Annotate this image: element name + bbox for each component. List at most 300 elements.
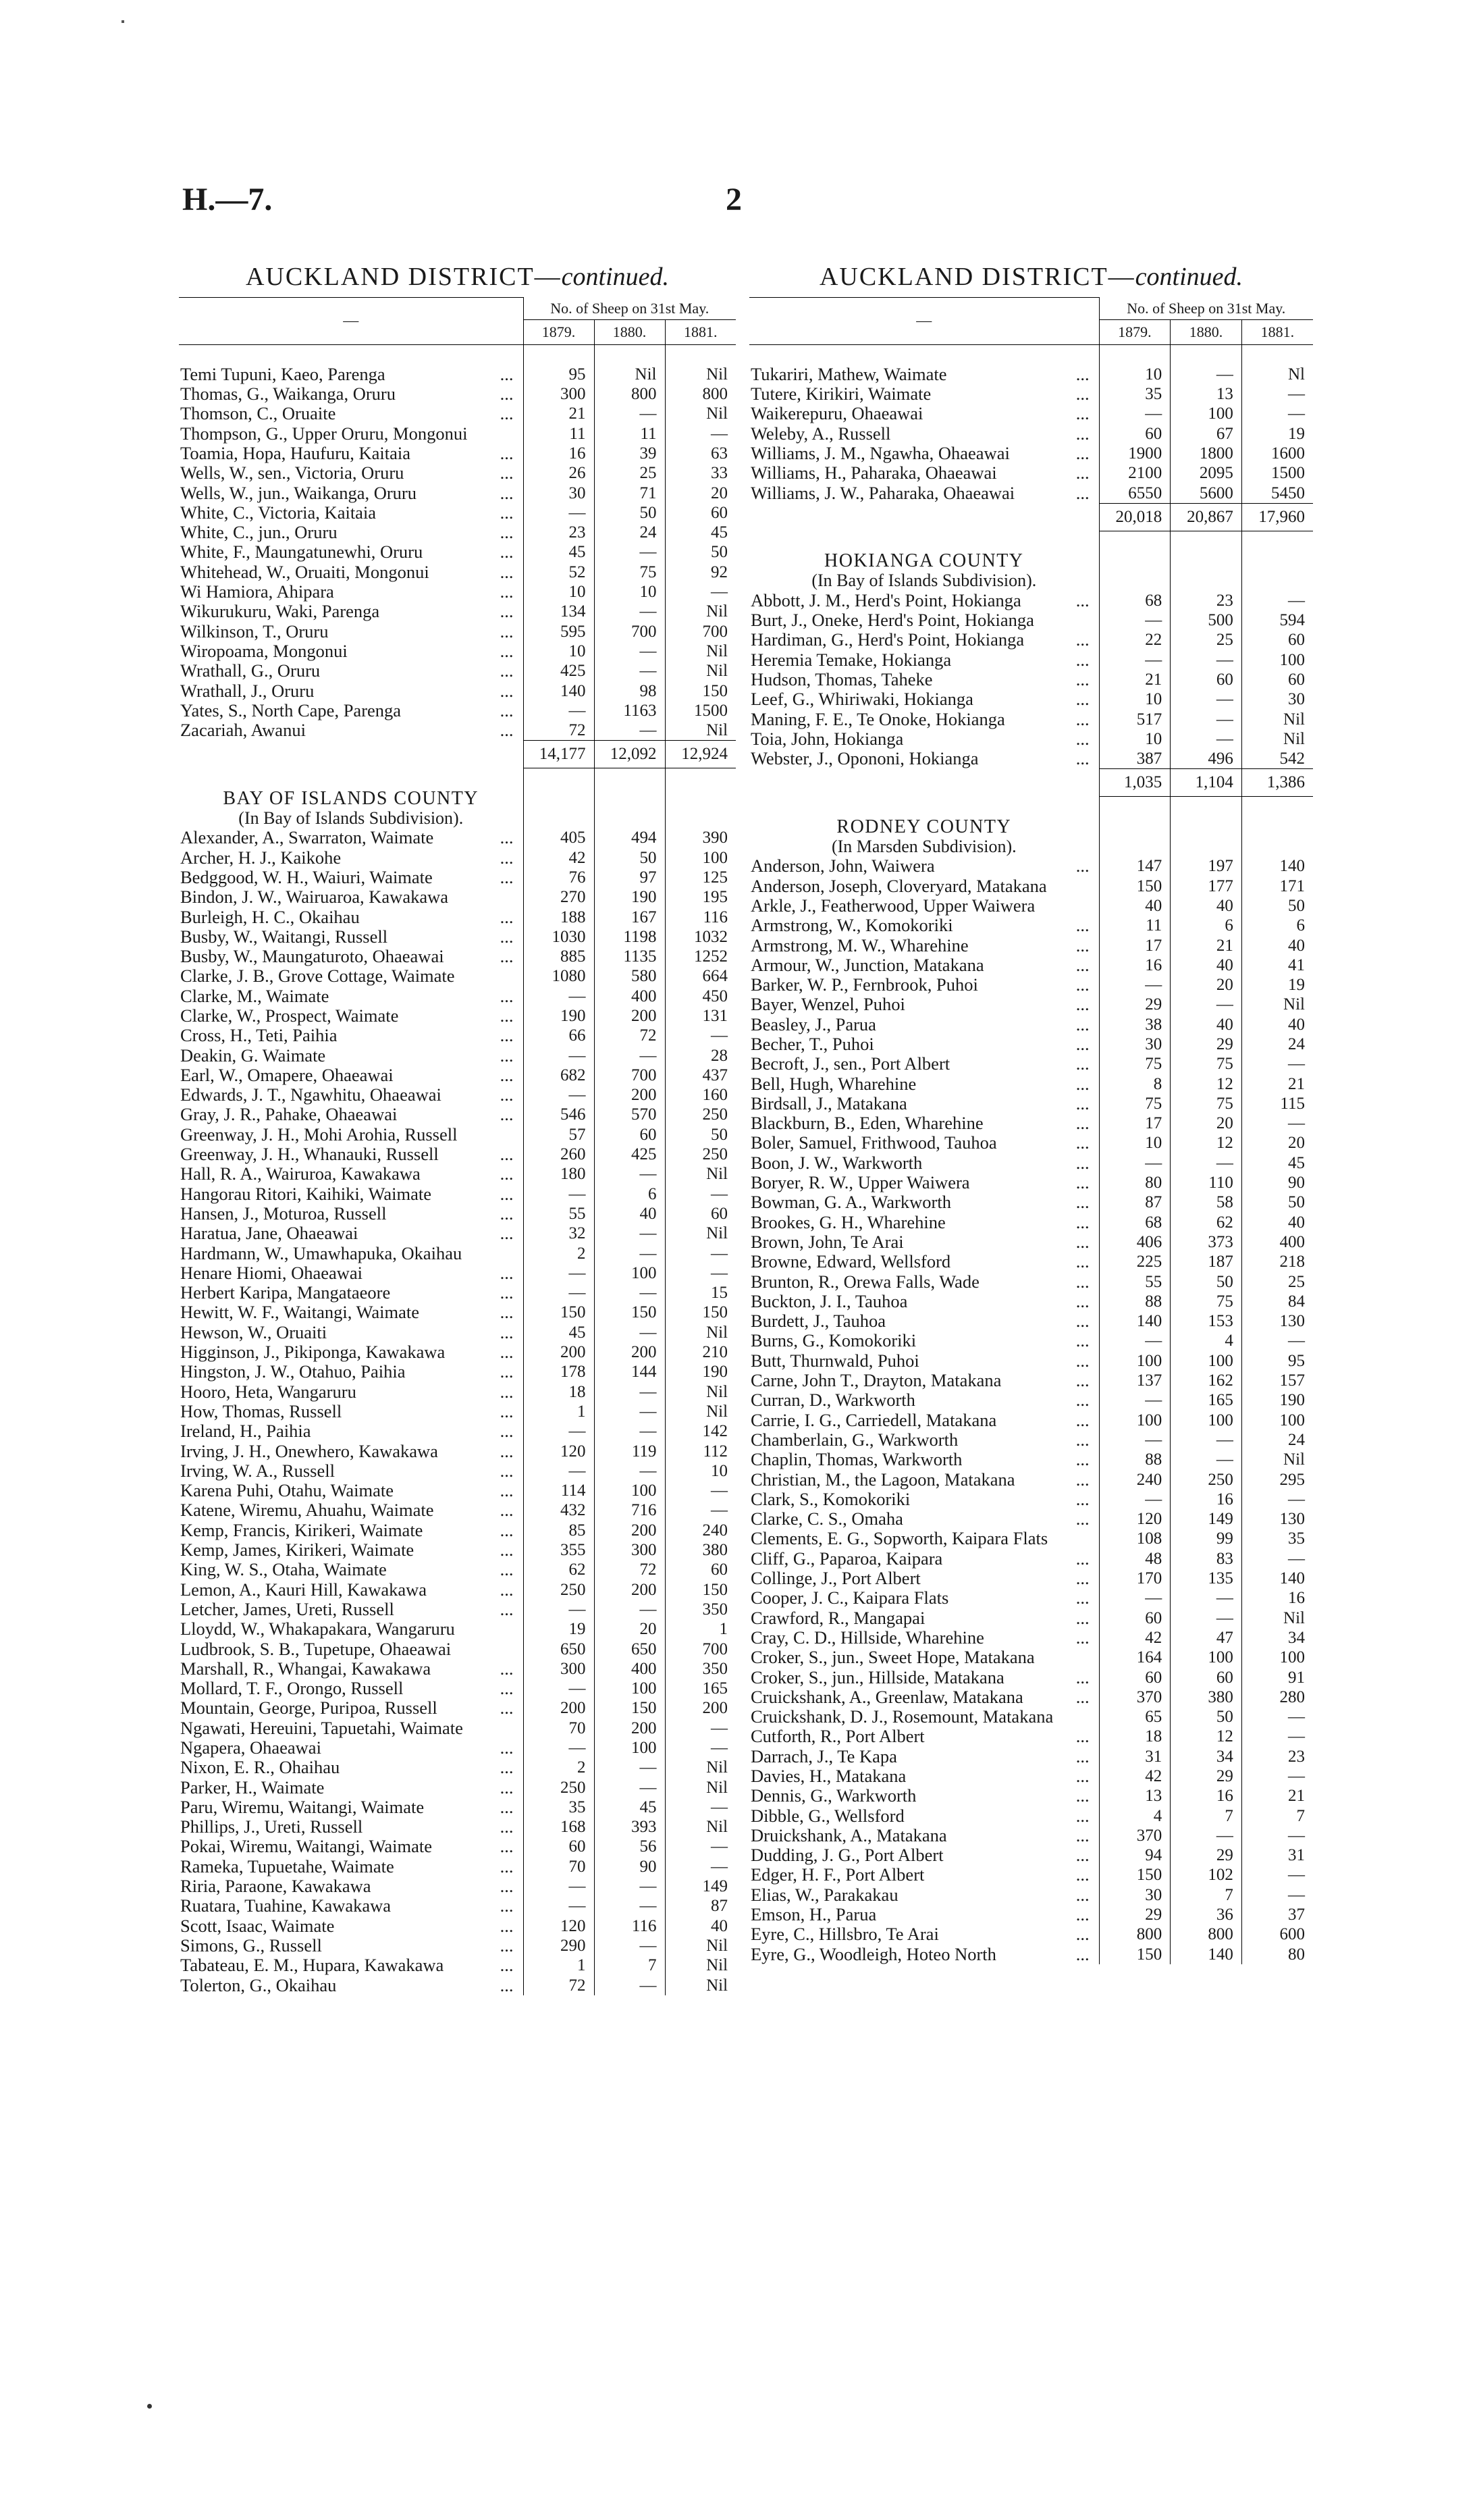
sheep-count-cell: 406: [1099, 1232, 1171, 1252]
sheep-count-cell: 10: [1099, 729, 1171, 749]
table-row: [749, 463, 1313, 483]
sheep-count-cell: —: [1241, 1885, 1313, 1905]
table-row: [179, 1619, 736, 1639]
owner-name: Maning, F. E., Te Onoke, Hokianga: [751, 709, 1005, 729]
sheep-count-cell: —: [594, 602, 665, 621]
owner-name-cell: [749, 444, 1099, 463]
sheep-count-cell: 800: [594, 384, 665, 404]
sheep-count-cell: —: [594, 1421, 665, 1441]
sheep-count-cell: —: [1171, 710, 1242, 729]
owner-name: Brookes, G. H., Wharehine: [751, 1212, 946, 1232]
leader-dots: ...: [1075, 384, 1090, 404]
leader-dots: ...: [1075, 856, 1090, 876]
owner-name: Temi Tupuni, Kaeo, Parenga: [180, 364, 385, 384]
owner-name-cell: [749, 689, 1099, 709]
owner-name-cell: [749, 1113, 1099, 1133]
owner-name-cell: [179, 1955, 523, 1975]
sheep-count-cell: 1900: [1099, 444, 1171, 463]
leader-dots: ...: [1075, 1885, 1090, 1905]
leader-dots: ...: [500, 1500, 514, 1521]
spacer-row: [749, 344, 1313, 365]
leader-dots: ...: [500, 847, 514, 868]
sheep-count-cell: 700: [594, 622, 665, 641]
sheep-count-cell: 600: [1241, 1924, 1313, 1944]
total-cell: 20,867: [1171, 503, 1242, 531]
sheep-count-cell: 300: [594, 1540, 665, 1560]
leader-dots: ...: [1075, 364, 1090, 384]
table-row: [179, 1639, 736, 1659]
county-heading-row: [749, 817, 1313, 837]
owner-name: Edwards, J. T., Ngawhitu, Ohaeawai: [180, 1085, 441, 1105]
table-row: [749, 1905, 1313, 1924]
table-row: [179, 582, 736, 602]
sheep-count-cell: 55: [1099, 1272, 1171, 1292]
owner-name: Alexander, A., Swarraton, Waimate: [180, 828, 434, 848]
owner-name: Cooper, J. C., Kaipara Flats: [751, 1588, 949, 1608]
owner-name-cell: [749, 1569, 1099, 1588]
table-row: [179, 1778, 736, 1797]
sheep-count-cell: 100: [594, 1738, 665, 1758]
owner-name: Williams, J. W., Paharaka, Ohaeawai: [751, 483, 1015, 503]
sheep-count-cell: 80: [1099, 1173, 1171, 1192]
sheep-count-cell: 178: [523, 1362, 594, 1382]
sheep-count-cell: 100: [1099, 1411, 1171, 1430]
sheep-count-cell: 150: [1099, 1865, 1171, 1885]
empty-cell: [1099, 344, 1171, 365]
sheep-count-cell: 355: [523, 1540, 594, 1560]
leader-dots: ...: [500, 1777, 514, 1797]
owner-name-cell: [179, 1521, 523, 1540]
sheep-count-cell: 580: [594, 966, 665, 986]
sheep-count-cell: 7: [1171, 1806, 1242, 1826]
total-cell: 12,092: [594, 741, 665, 768]
sheep-count-cell: —: [594, 1224, 665, 1243]
owner-name: Archer, H. J., Kaikohe: [180, 847, 342, 868]
owner-name-cell: [179, 1184, 523, 1204]
owner-name: Edger, H. F., Port Albert: [751, 1865, 925, 1885]
sheep-count-cell: 200: [594, 1342, 665, 1362]
owner-name: Tolerton, G., Okaihau: [180, 1975, 337, 1995]
owner-name: Davies, H., Matakana: [751, 1766, 907, 1786]
leader-dots: ...: [1075, 1192, 1090, 1213]
owner-name: Clark, S., Komokoriki: [751, 1489, 911, 1509]
owner-name: Heremia Temake, Hokianga: [751, 650, 952, 670]
sheep-count-cell: —: [665, 424, 736, 444]
owner-name: Herbert Karipa, Mangataeore: [180, 1283, 391, 1303]
sheep-count-cell: Nil: [665, 720, 736, 741]
sheep-count-cell: 68: [1099, 1213, 1171, 1232]
table-row: [749, 955, 1313, 975]
owner-name-cell: [179, 1442, 523, 1461]
sheep-count-cell: —: [1171, 1608, 1242, 1628]
owner-name: Parker, H., Waimate: [180, 1777, 325, 1797]
sheep-count-cell: 437: [665, 1066, 736, 1085]
sheep-count-cell: 62: [523, 1560, 594, 1579]
table-row: [179, 661, 736, 681]
table-row: [749, 404, 1313, 423]
table-row: [749, 689, 1313, 709]
sheep-count-cell: 34: [1241, 1628, 1313, 1648]
owner-name: Blackburn, B., Eden, Wharehine: [751, 1113, 984, 1134]
owner-name: Pokai, Wiremu, Waitangi, Waimate: [180, 1837, 432, 1857]
table-row: [749, 424, 1313, 444]
sheep-count-cell: —: [1241, 1054, 1313, 1074]
owner-name: Letcher, James, Ureti, Russell: [180, 1599, 394, 1619]
sheep-count-cell: 23: [1171, 591, 1242, 610]
sheep-count-cell: 100: [594, 1679, 665, 1698]
table-row: [179, 701, 736, 720]
leader-dots: ...: [1075, 749, 1090, 769]
empty-cell: [1099, 571, 1171, 590]
empty-cell: [1241, 551, 1313, 571]
sheep-count-cell: 11: [523, 424, 594, 444]
sheep-count-cell: 100: [594, 1263, 665, 1283]
sheep-count-cell: 149: [1171, 1509, 1242, 1529]
sheep-count-cell: —: [1241, 384, 1313, 404]
table-row: [749, 444, 1313, 463]
sheep-count-cell: 150: [665, 681, 736, 701]
sheep-count-cell: —: [523, 1263, 594, 1283]
sheep-count-cell: 149: [665, 1876, 736, 1896]
sheep-count-cell: —: [1099, 1390, 1171, 1410]
sheep-count-cell: 168: [523, 1817, 594, 1837]
owner-name-cell: [179, 1006, 523, 1026]
owner-name: Thompson, G., Upper Oruru, Mongonui: [180, 423, 468, 444]
table-row: [179, 966, 736, 986]
sheep-count-cell: 87: [665, 1896, 736, 1916]
sheep-count-cell: 370: [1099, 1826, 1171, 1845]
sheep-count-cell: 63: [665, 444, 736, 463]
leader-dots: ...: [500, 1797, 514, 1817]
owner-name: Hardmann, W., Umawhapuka, Okaihau: [180, 1243, 462, 1263]
owner-name-cell: [179, 463, 523, 483]
total-label-cell: [749, 503, 1099, 531]
sheep-count-cell: —: [594, 1244, 665, 1263]
owner-name: Becher, T., Puhoi: [751, 1034, 874, 1054]
sheep-count-cell: 108: [1099, 1529, 1171, 1548]
owner-name: Gray, J. R., Pahake, Ohaeawai: [180, 1105, 398, 1125]
sheep-count-cell: —: [523, 1896, 594, 1916]
owner-name: Clarke, W., Prospect, Waimate: [180, 1006, 399, 1026]
sheep-count-cell: —: [1241, 404, 1313, 423]
sheep-count-cell: 50: [594, 503, 665, 523]
owner-name-cell: [179, 562, 523, 582]
sheep-count-cell: —: [594, 1046, 665, 1066]
empty-cell: [1171, 837, 1242, 856]
sheep-count-cell: 700: [665, 622, 736, 641]
owner-name: Croker, S., jun., Sweet Hope, Matakana: [751, 1648, 1035, 1668]
table-row: [179, 1362, 736, 1382]
owner-name-cell: [179, 1145, 523, 1164]
owner-name: Collinge, J., Port Albert: [751, 1569, 921, 1589]
leader-dots: ...: [500, 582, 514, 602]
leader-dots: ...: [500, 1401, 514, 1421]
sheep-count-cell: —: [665, 1857, 736, 1876]
sheep-count-cell: 23: [523, 523, 594, 542]
leader-dots: ...: [1075, 1766, 1090, 1786]
owner-name-cell: [749, 1371, 1099, 1390]
empty-cell: [1171, 571, 1242, 590]
sheep-count-cell: 29: [1171, 1766, 1242, 1786]
table-row: [179, 1184, 736, 1204]
table-row: [179, 1085, 736, 1105]
owner-name: Armstrong, W., Komokoriki: [751, 916, 953, 936]
sheep-count-cell: —: [1099, 975, 1171, 995]
table-row: [179, 1303, 736, 1322]
sheep-count-cell: 95: [523, 365, 594, 384]
sheep-count-cell: —: [594, 1758, 665, 1777]
owner-name: Henare Hiomi, Ohaeawai: [180, 1263, 363, 1283]
sheep-count-cell: —: [594, 1402, 665, 1421]
leader-dots: ...: [500, 1006, 514, 1026]
table-row: [749, 1945, 1313, 1964]
owner-name: Boler, Samuel, Frithwood, Tauhoa: [751, 1133, 997, 1153]
table-row: [749, 1213, 1313, 1232]
sheep-count-cell: —: [1099, 404, 1171, 423]
table-row: [179, 1817, 736, 1837]
sheep-count-cell: 60: [1171, 670, 1242, 689]
sheep-count-cell: —: [594, 404, 665, 423]
leader-dots: ...: [1075, 1054, 1090, 1074]
owner-name: Wikurukuru, Waki, Parenga: [180, 602, 380, 622]
sheep-count-cell: 45: [523, 542, 594, 562]
owner-name: Hewson, W., Oruaiti: [180, 1322, 327, 1342]
leader-dots: ...: [500, 1382, 514, 1402]
page-number: 2: [726, 182, 742, 217]
empty-cell: [749, 531, 1099, 551]
owner-name-cell: [179, 1679, 523, 1698]
table-row: [749, 1628, 1313, 1648]
table-row: [179, 542, 736, 562]
sheep-count-cell: —: [1099, 1588, 1171, 1608]
sheep-count-cell: 140: [1099, 1311, 1171, 1331]
sheep-count-cell: 12: [1171, 1727, 1242, 1746]
sheep-count-cell: 240: [665, 1521, 736, 1540]
sheep-count-cell: 17: [1099, 1113, 1171, 1133]
sheep-count-cell: 112: [665, 1442, 736, 1461]
owner-name-cell: [179, 1540, 523, 1560]
sheep-count-cell: Nil: [665, 1936, 736, 1955]
leader-dots: ...: [1075, 1905, 1090, 1925]
table-row: [749, 936, 1313, 955]
owner-name: Marshall, R., Whangai, Kawakawa: [180, 1658, 431, 1679]
sheep-count-cell: Nil: [665, 602, 736, 621]
table-row: [179, 1224, 736, 1243]
owner-name-cell: [179, 1481, 523, 1500]
owner-name-cell: [749, 1252, 1099, 1271]
leader-dots: ...: [500, 1481, 514, 1501]
leader-dots: ...: [1075, 1746, 1090, 1766]
sheep-count-cell: 350: [665, 1600, 736, 1619]
sheep-count-cell: 150: [665, 1303, 736, 1322]
owner-name-cell: [179, 1916, 523, 1936]
sheep-count-cell: 380: [665, 1540, 736, 1560]
owner-name: Mollard, T. F., Orongo, Russell: [180, 1679, 404, 1699]
sheep-count-cell: 2: [523, 1758, 594, 1777]
sheep-count-cell: Nil: [665, 404, 736, 423]
owner-name-cell: [749, 995, 1099, 1014]
county-heading: HOKIANGA COUNTY: [824, 551, 1024, 571]
sheep-count-cell: 1500: [1241, 463, 1313, 483]
owner-name: Karena Puhi, Otahu, Waimate: [180, 1481, 394, 1501]
table-row: [749, 1766, 1313, 1786]
table-row: [749, 1924, 1313, 1944]
subdivision-row: [749, 571, 1313, 590]
sheep-count-cell: 92: [665, 562, 736, 582]
leader-dots: ...: [500, 828, 514, 848]
sheep-count-cell: Nil: [665, 1382, 736, 1402]
sheep-count-cell: —: [1241, 591, 1313, 610]
table-row: [179, 1164, 736, 1184]
sheep-count-cell: 10: [665, 1461, 736, 1481]
sheep-count-cell: 30: [523, 483, 594, 503]
name-header: —: [179, 298, 523, 345]
owner-name: Cruickshank, A., Greenlaw, Matakana: [751, 1687, 1023, 1707]
owner-name: Armstrong, M. W., Wharehine: [751, 935, 969, 955]
sheep-count-cell: 190: [523, 1006, 594, 1026]
owner-name: Tukariri, Mathew, Waimate: [751, 364, 947, 384]
sheep-count-cell: 75: [594, 562, 665, 582]
sheep-count-cell: 250: [523, 1580, 594, 1600]
owner-name: Hingston, J. W., Otahuo, Paihia: [180, 1362, 406, 1382]
owner-name-cell: [749, 1806, 1099, 1826]
sheep-count-cell: 130: [1241, 1509, 1313, 1529]
sheep-count-cell: 393: [594, 1817, 665, 1837]
sheep-count-cell: 20: [1171, 975, 1242, 995]
table-row: [749, 1430, 1313, 1450]
owner-name: Thomas, G., Waikanga, Oruru: [180, 384, 396, 404]
sheep-count-cell: Nil: [665, 1323, 736, 1342]
owner-name-cell: [179, 1323, 523, 1342]
sheep-count-cell: Nil: [665, 1164, 736, 1184]
sheep-count-cell: 100: [1171, 404, 1242, 423]
owner-name: Thomson, C., Oruaite: [180, 404, 336, 424]
sheep-count-cell: 13: [1171, 384, 1242, 404]
sheep-count-cell: 300: [523, 1659, 594, 1679]
sheep-count-cell: —: [1241, 1766, 1313, 1786]
table-row: [179, 444, 736, 463]
table-row: [749, 710, 1313, 729]
sheep-count-cell: 240: [1099, 1470, 1171, 1490]
owner-name-cell: [179, 868, 523, 887]
owner-name: Birdsall, J., Matakana: [751, 1093, 907, 1113]
owner-name: Ireland, H., Paihia: [180, 1421, 311, 1442]
leader-dots: ...: [500, 1520, 514, 1540]
sheep-count-cell: 29: [1099, 995, 1171, 1014]
owner-name-cell: [749, 1311, 1099, 1331]
owner-name-cell: [179, 1936, 523, 1955]
sheep-count-cell: 29: [1099, 1905, 1171, 1924]
table-row: [749, 995, 1313, 1014]
sheep-count-cell: 162: [1171, 1371, 1242, 1390]
owner-name: Druickshank, A., Matakana: [751, 1825, 947, 1845]
sheep-count-cell: —: [594, 661, 665, 681]
table-row: [749, 1311, 1313, 1331]
sheep-count-cell: 60: [1099, 1608, 1171, 1628]
owner-name: Lemon, A., Kauri Hill, Kawakawa: [180, 1579, 427, 1600]
owner-name-cell: [749, 1885, 1099, 1905]
sheep-count-cell: 400: [594, 1659, 665, 1679]
empty-cell: [1099, 531, 1171, 551]
sheep-count-cell: 125: [665, 868, 736, 887]
sheep-count-cell: 885: [523, 947, 594, 966]
owner-name: Wrathall, J., Oruru: [180, 681, 315, 701]
leader-dots: ...: [500, 1322, 514, 1342]
leader-dots: ...: [1075, 955, 1090, 975]
sheep-count-cell: 40: [1171, 1015, 1242, 1034]
sheep-count-cell: —: [1099, 1430, 1171, 1450]
table-row: [179, 1323, 736, 1342]
sheep-count-cell: 100: [1241, 650, 1313, 670]
year-header-1881: 1881.: [665, 319, 736, 344]
table-row: [749, 1569, 1313, 1588]
table-row: [179, 1125, 736, 1145]
sheep-count-cell: —: [1241, 1727, 1313, 1746]
table-row: [749, 591, 1313, 610]
sheep-count-cell: Nil: [665, 1778, 736, 1797]
owner-name-cell: [179, 828, 523, 847]
sheep-count-cell: —: [523, 1600, 594, 1619]
sheep-count-cell: 150: [1099, 876, 1171, 896]
sheep-count-cell: 99: [1171, 1529, 1242, 1548]
sheep-count-cell: 165: [1171, 1390, 1242, 1410]
owner-name-cell: [179, 641, 523, 661]
empty-cell: [1099, 551, 1171, 571]
owner-name-cell: [749, 1054, 1099, 1074]
leader-dots: ...: [1075, 1608, 1090, 1628]
sheep-count-cell: 432: [523, 1500, 594, 1520]
leader-dots: ...: [1075, 1865, 1090, 1885]
owner-name: Paru, Wiremu, Waitangi, Waimate: [180, 1797, 425, 1817]
sheep-count-cell: 41: [1241, 955, 1313, 975]
sheep-count-cell: —: [1171, 1450, 1242, 1469]
owner-name: Browne, Edward, Wellsford: [751, 1252, 951, 1272]
table-row: [179, 1382, 736, 1402]
sheep-count-cell: 71: [594, 483, 665, 503]
table-row: [749, 1133, 1313, 1153]
leader-dots: ...: [1075, 669, 1090, 689]
sheep-count-cell: 66: [523, 1026, 594, 1045]
owner-name-cell: [749, 955, 1099, 975]
sheep-count-cell: 370: [1099, 1687, 1171, 1707]
leader-dots: ...: [1075, 1331, 1090, 1351]
table-row: [179, 1500, 736, 1520]
owner-name: Zacariah, Awanui: [180, 720, 306, 741]
sheep-count-cell: 150: [594, 1303, 665, 1322]
owner-name-cell: [179, 365, 523, 384]
owner-name-cell: [749, 1905, 1099, 1924]
owner-name: Barker, W. P., Fernbrook, Puhoi: [751, 975, 978, 995]
sheep-count-cell: Nil: [665, 1976, 736, 1995]
sheep-count-cell: 350: [665, 1659, 736, 1679]
table-row: [179, 887, 736, 907]
owner-name-cell: [749, 1786, 1099, 1806]
table-row: [179, 828, 736, 847]
sheep-count-cell: 16: [1171, 1490, 1242, 1509]
leader-dots: ...: [1075, 1271, 1090, 1292]
table-row: [179, 681, 736, 701]
owner-name-cell: [179, 1778, 523, 1797]
table-row: [179, 908, 736, 927]
sheep-count-cell: —: [523, 1046, 594, 1066]
empty-cell: [523, 768, 594, 789]
owner-name: Wiropoama, Mongonui: [180, 641, 348, 661]
owner-name: Carrie, I. G., Carriedell, Matakana: [751, 1410, 997, 1430]
sheep-count-cell: 425: [523, 661, 594, 681]
leader-dots: ...: [500, 542, 514, 562]
table-row: [179, 1797, 736, 1817]
sheep-count-cell: 19: [523, 1619, 594, 1639]
